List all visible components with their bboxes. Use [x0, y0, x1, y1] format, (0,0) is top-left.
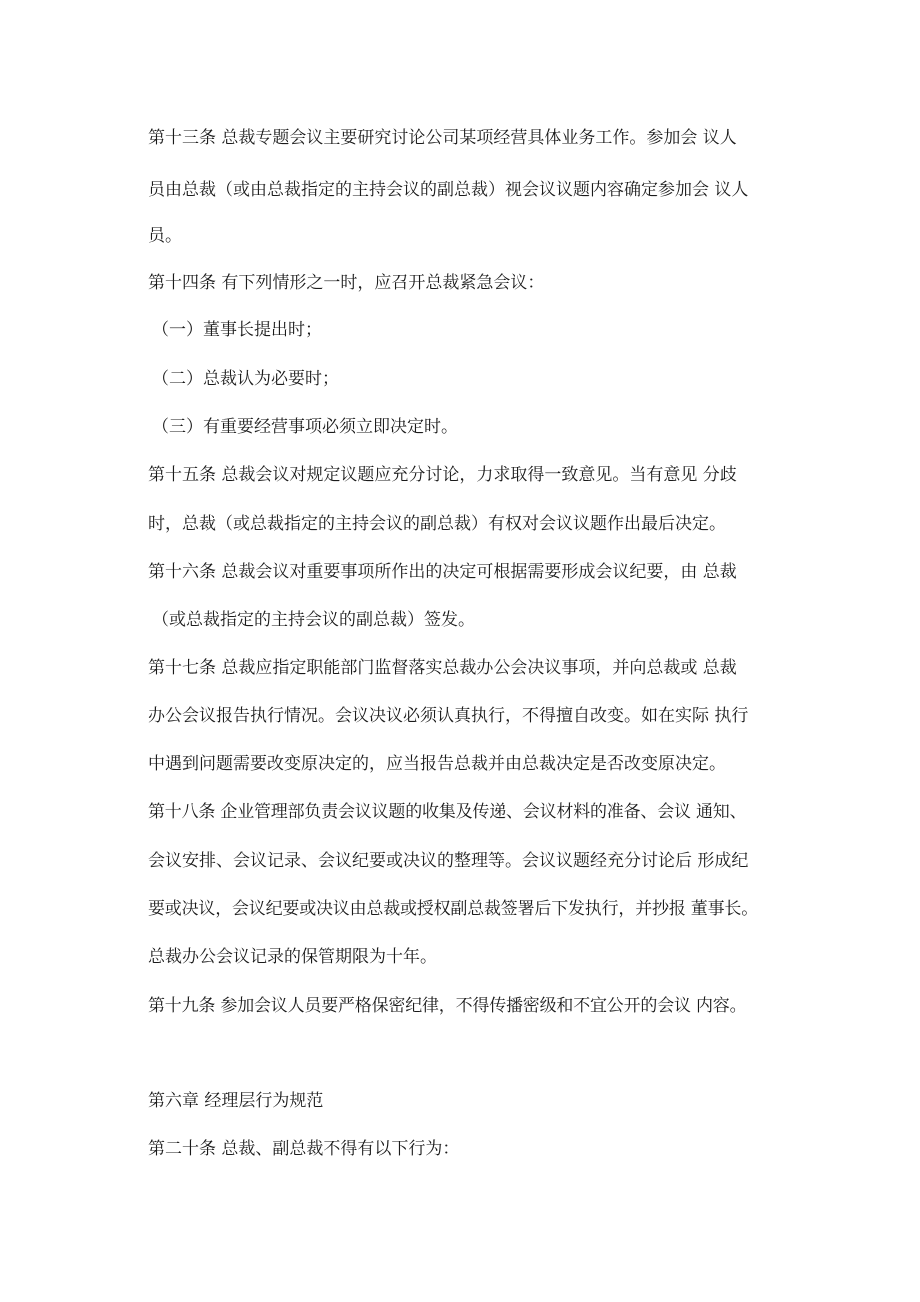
article-18-line-3: 要或决议，会议纪要或决议由总裁或授权副总裁签署后下发执行，并抄报 董事长。	[148, 899, 759, 919]
article-13-line-3: 员。	[148, 226, 182, 246]
article-13-line-2: 员由总裁（或由总裁指定的主持会议的副总裁）视会议议题内容确定参加会 议人	[148, 180, 749, 200]
article-13-line-1: 第十三条 总裁专题会议主要研究讨论公司某项经营具体业务工作。参加会 议人	[148, 128, 737, 148]
article-15-line-2: 时，总裁（或总裁指定的主持会议的副总裁）有权对会议议题作出最后决定。	[148, 514, 726, 534]
article-17-line-3: 中遇到问题需要改变原决定的，应当报告总裁并由总裁决定是否改变原决定。	[148, 754, 726, 774]
article-18-line-4: 总裁办公会议记录的保管期限为十年。	[148, 947, 437, 967]
article-14-line-1: 第十四条 有下列情形之一时，应召开总裁紧急会议：	[148, 273, 545, 293]
article-14-item-1: （一）董事长提出时；	[152, 320, 322, 340]
article-17-line-2: 办公会议报告执行情况。会议决议必须认真执行，不得擅自改变。如在实际 执行	[148, 706, 749, 726]
article-20-line-1: 第二十条 总裁、副总裁不得有以下行为：	[148, 1139, 460, 1159]
article-19-line-1: 第十九条 参加会议人员要严格保密纪律，不得传播密级和不宜公开的会议 内容。	[148, 996, 747, 1016]
chapter-6-heading: 第六章 经理层行为规范	[148, 1091, 324, 1111]
article-17-line-1: 第十七条 总裁应指定职能部门监督落实总裁办公会决议事项，并向总裁或 总裁	[148, 658, 737, 678]
article-18-line-2: 会议安排、会议记录、会议纪要或决议的整理等。会议议题经充分讨论后 形成纪	[148, 851, 749, 871]
article-18-line-1: 第十八条 企业管理部负责会议议题的收集及传递、会议材料的准备、会议 通知、	[148, 802, 747, 822]
article-14-item-3: （三）有重要经营事项必须立即决定时。	[152, 417, 458, 437]
article-16-line-1: 第十六条 总裁会议对重要事项所作出的决定可根据需要形成会议纪要，由 总裁	[148, 562, 737, 582]
article-15-line-1: 第十五条 总裁会议对规定议题应充分讨论，力求取得一致意见。当有意见 分歧	[148, 465, 737, 485]
article-14-item-2: （二）总裁认为必要时；	[152, 369, 339, 389]
article-16-line-2: （或总裁指定的主持会议的副总裁）签发。	[152, 610, 475, 630]
